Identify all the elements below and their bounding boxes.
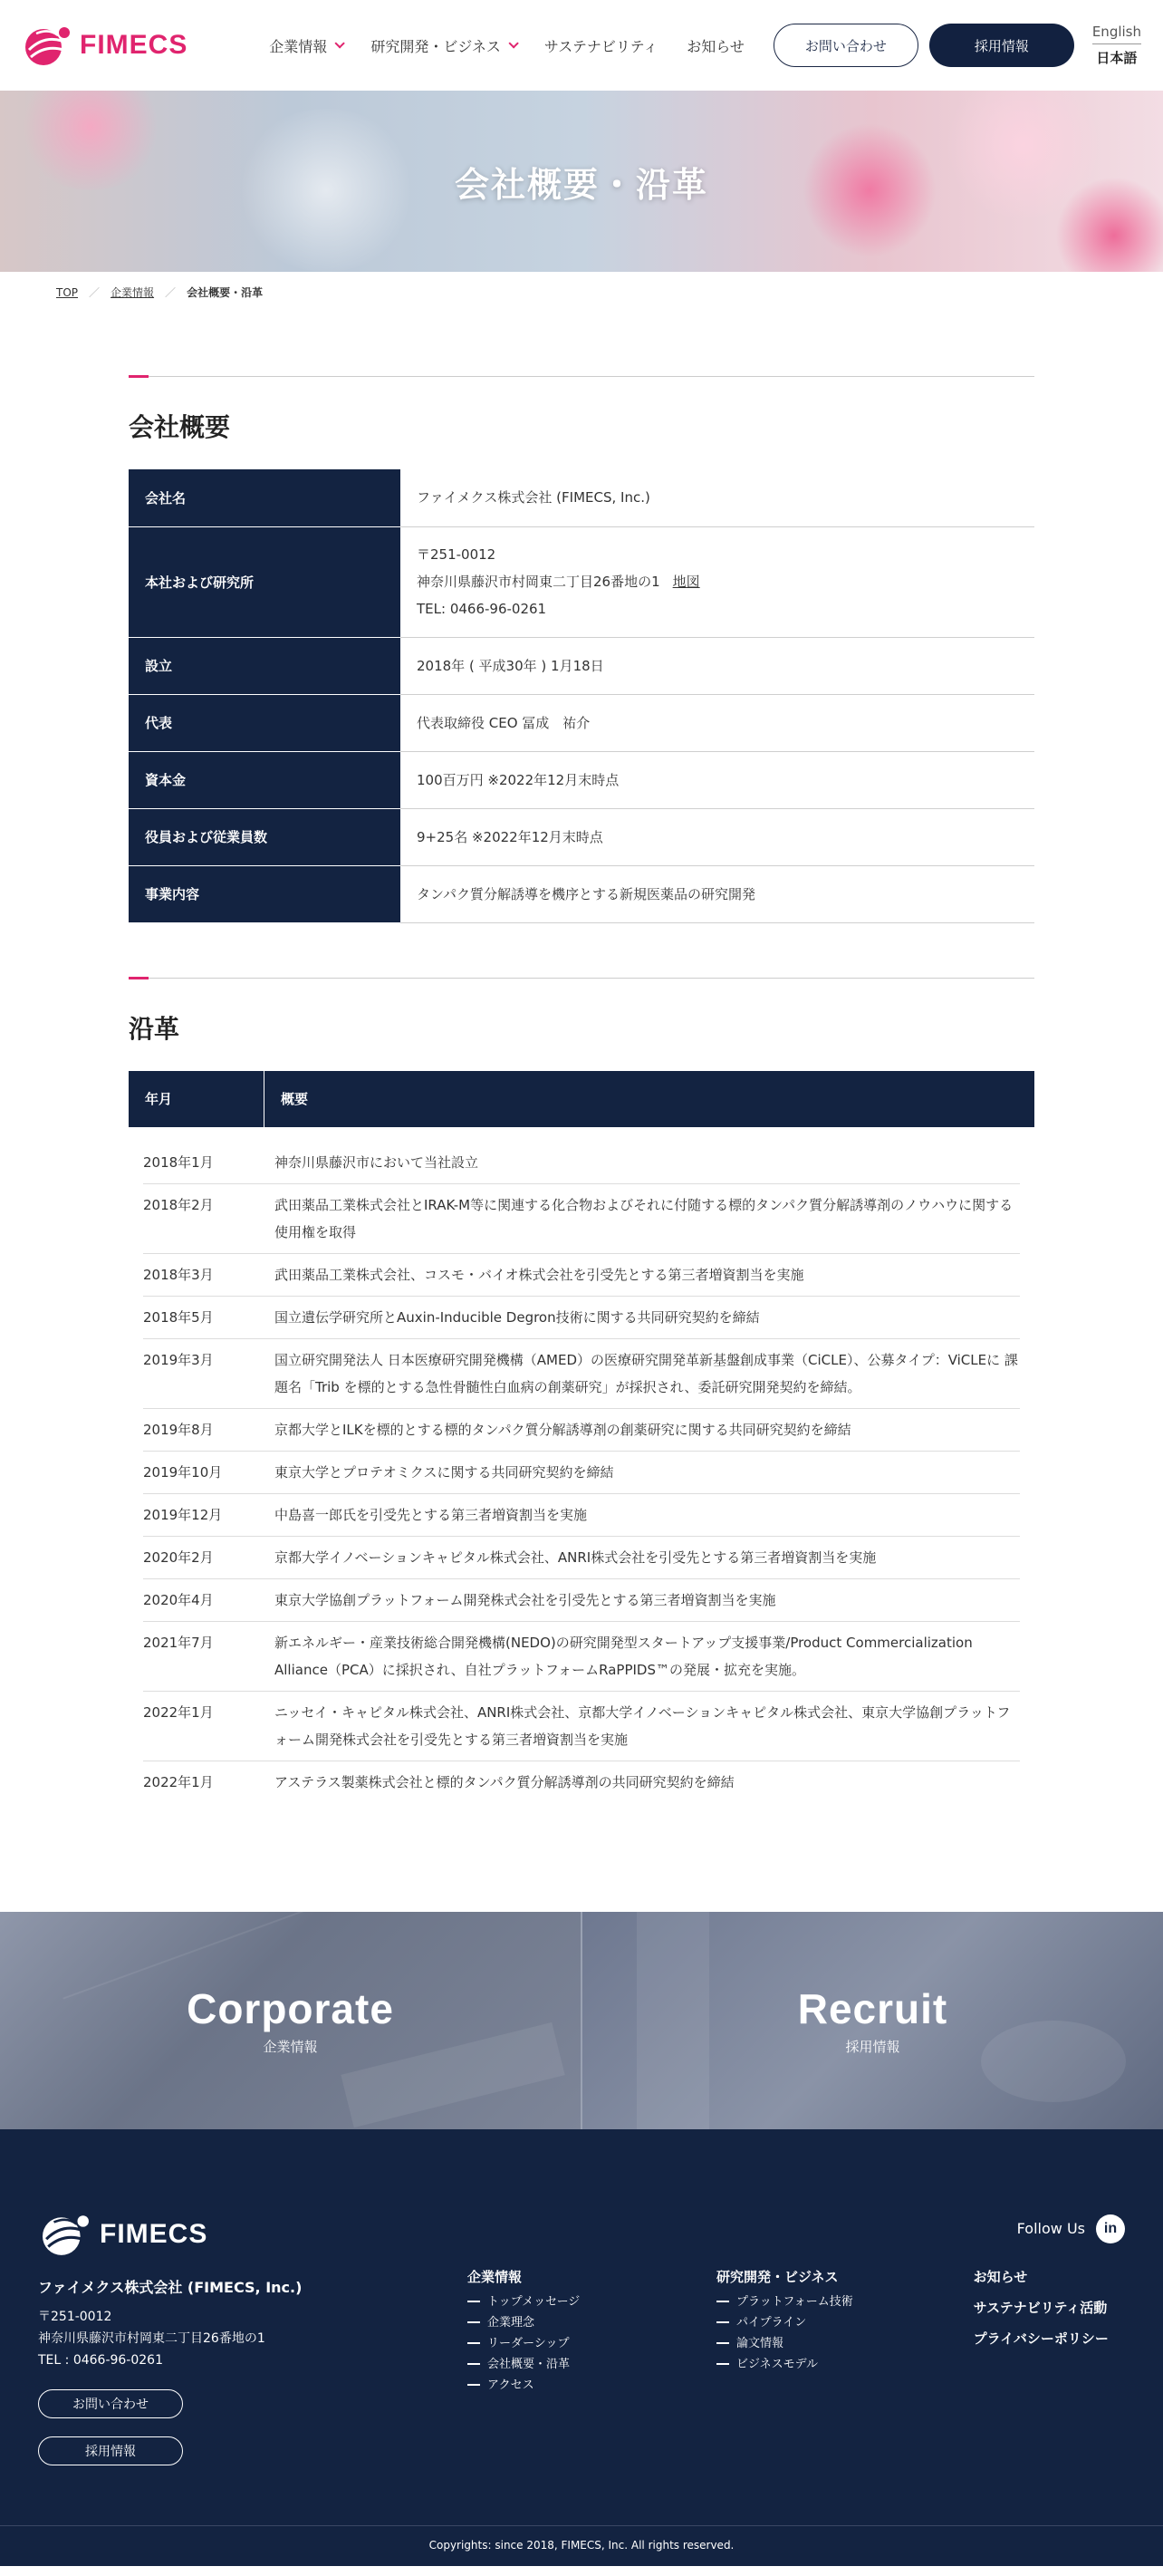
history-row [143,1494,1020,1537]
history-description: 武田薬品工業株式会社とIRAK-M等に関連する化合物およびそれに付随する標的タンパク質分解誘導剤のノウハウに関する使用権を取得 [274,1196,1014,1240]
fimecs-logo-icon [22,23,74,68]
history-year: 2022年1月 [143,1703,214,1721]
footer-address [38,2306,467,2371]
footer-link-label: 論文情報 [736,2336,784,2350]
history-description: ニッセイ・キャピタル株式会社、ANRI株式会社、京都大学イノベーションキャピタル株式会社、東京大学協創プラットフォーム開発株式会社を引受先とする第三者増資割当を実施 [274,1703,1011,1748]
row-label: 役員および従業員数 [129,808,400,865]
history-year: 2019年12月 [143,1506,223,1523]
footer-link[interactable] [467,2354,716,2375]
history-row [143,1537,1020,1579]
history-year: 2020年4月 [143,1591,214,1608]
column-header-description: 概要 [281,1091,309,1107]
table-row [129,526,1034,637]
table-row [129,751,1034,808]
footer-recruit-button[interactable]: 採用情報 [38,2436,183,2465]
lang-japanese[interactable]: 日本語 [1096,50,1138,66]
row-value: 2018年 ( 平成30年 ) 1月18日 [400,637,1034,694]
history-description: 国立遺伝学研究所とAuxin-Inducible Degron技術に関する共同研究契約を締結 [274,1308,760,1326]
company-profile-table [129,469,1034,923]
fimecs-logo-icon [38,2211,94,2258]
corporate-banner[interactable] [0,1912,582,2129]
main-nav [269,24,1141,67]
footer-column-title[interactable]: 企業情報 [467,2268,523,2285]
history-row [143,1339,1020,1409]
footer-link[interactable] [716,2333,966,2354]
breadcrumb [0,272,1163,313]
recruit-button[interactable]: 採用情報 [929,24,1074,67]
table-row [129,469,1034,526]
footer-link-label: パイプライン [736,2315,807,2330]
follow-us [1017,2214,1125,2243]
history-description: 国立研究開発法人 日本医療研究開発機構（AMED）の医療研究開発革新基盤創成事業（CiCLE）、公募タイプ：ViCLEに 課題名「Trib を標的とする急性骨髄性白血病の創薬研究」が採択され、委託研究開発契約を締結。 [274,1351,1018,1395]
breadcrumb-top[interactable]: TOP [56,285,79,299]
footer-link-label: プラットフォーム技術 [736,2294,853,2309]
history-year: 2022年1月 [143,1773,214,1790]
row-label: 資本金 [129,751,400,808]
history-year: 2018年1月 [143,1153,214,1171]
cherry-blossom-decoration [18,91,163,190]
row-value: 100百万円 ※2022年12月末時点 [400,751,1034,808]
footer-link[interactable] [716,2312,966,2333]
footer-link-label: 企業理念 [487,2315,535,2330]
history-row [143,1452,1020,1494]
breadcrumb-parent[interactable]: 企業情報 [111,286,155,299]
history-list [129,1127,1034,1803]
history-year: 2019年10月 [143,1463,223,1481]
address: 神奈川県藤沢市村岡東二丁目26番地の1 [417,574,660,590]
breadcrumb-separator: ／ [165,286,177,299]
footer-link-privacy[interactable]: プライバシーポリシー [973,2330,1109,2347]
row-value: 9+25名 ※2022年12月末時点 [400,808,1034,865]
banner-title: Recruit [797,1985,948,2032]
contact-button[interactable]: お問い合わせ [774,24,918,67]
cherry-blossom-decoration [797,118,942,263]
footer-top [38,2211,1125,2465]
map-link[interactable]: 地図 [672,574,700,590]
history-description: 武田薬品工業株式会社、コスモ・バイオ株式会社を引受先とする第三者増資割当を実施 [274,1266,804,1283]
history-description: 新エネルギー・産業技術総合開発機構(NEDO)の研究開発型スタートアップ支援事業/Product Commercialization Alliance（PCA）に採択され、自社プラットフォームRaPPIDS™の発展・拡充を実施。 [274,1634,973,1678]
banner-title: Corporate [187,1985,394,2032]
address-line [417,568,1018,595]
row-label: 会社名 [129,469,400,526]
nav-label: サステナビリティ [543,37,658,55]
chevron-down-icon [508,38,518,48]
history-description: 中島喜一郎氏を引受先とする第三者増資割当を実施 [274,1506,588,1523]
history-description: 東京大学とプロテオミクスに関する共同研究契約を締結 [274,1463,614,1481]
office-background-decoration [637,1912,709,2129]
copyright: Copyrights: since 2018, FIMECS, Inc. All rights reserved. [0,2525,1163,2566]
history-description: 東京大学協創プラットフォーム開発株式会社を引受先とする第三者増資割当を実施 [274,1591,776,1608]
footer-link-label: トップメッセージ [487,2294,581,2309]
cherry-blossom-decoration [235,109,417,272]
row-value [400,526,1034,637]
linkedin-icon[interactable]: in [1096,2214,1125,2243]
page-title: 会社概要・沿革 [454,164,708,205]
table-row [129,637,1034,694]
history-year: 2019年3月 [143,1351,214,1368]
history-description: 京都大学とILKを標的とする標的タンパク質分解誘導剤の創薬研究に関する共同研究契約を締結 [274,1421,851,1438]
footer-link[interactable] [467,2375,716,2396]
section-title: 会社概要 [129,412,231,442]
site-footer [0,2129,1163,2566]
dash-icon [716,2301,729,2302]
history-row [143,1579,1020,1622]
footer-contact-button[interactable]: お問い合わせ [38,2389,183,2418]
footer-link-news[interactable]: お知らせ [973,2268,1028,2285]
history-row [143,1622,1020,1692]
history-year: 2019年8月 [143,1421,214,1438]
chevron-down-icon [335,38,345,48]
footer-postal: 〒251-0012 [38,2309,112,2324]
row-value: 代表取締役 CEO 冨成 祐介 [400,694,1034,751]
dash-icon [467,2384,480,2386]
section-title: 沿革 [129,1013,180,1044]
history-year: 2018年3月 [143,1266,214,1283]
history-description: アステラス製薬株式会社と標的タンパク質分解誘導剤の共同研究契約を締結 [274,1773,735,1790]
row-label: 本社および研究所 [129,526,400,637]
chart-background-decoration [341,2021,564,2127]
history-year: 2020年2月 [143,1548,214,1566]
history-row [143,1761,1020,1803]
postal-code: 〒251-0012 [417,546,496,563]
dash-icon [467,2321,480,2323]
table-row [129,694,1034,751]
row-label: 事業内容 [129,865,400,922]
nav-item-news[interactable] [687,35,745,56]
row-label: 設立 [129,637,400,694]
history-description: 神奈川県藤沢市において当社設立 [274,1153,479,1171]
table-row [129,808,1034,865]
footer-company-name: ファイメクス株式会社 (FIMECS, Inc.) [38,2278,303,2296]
history-section [129,978,1034,1803]
follow-us-label: Follow Us [1016,2220,1085,2237]
footer-link[interactable] [716,2354,966,2375]
breadcrumb-current: 会社概要・沿革 [187,286,264,299]
history-row [143,1142,1020,1184]
site-header [0,0,1163,91]
banner-subtitle: 採用情報 [845,2039,900,2055]
footer-column-title[interactable]: 研究開発・ビジネス [716,2268,839,2285]
history-row [143,1297,1020,1339]
page-hero [0,91,1163,272]
footer-tel: TEL : 0466-96-0261 [38,2352,163,2368]
nav-label: 企業情報 [269,37,328,55]
company-profile-section [129,376,1034,923]
footer-nav-research [716,2211,966,2465]
footer-misc-links [974,2262,1109,2354]
page-banners [0,1912,1163,2129]
column-header-year: 年月 [129,1071,264,1127]
nav-label: 研究開発・ビジネス [370,37,501,55]
footer-logo[interactable] [38,2211,467,2258]
nav-item-sustainability[interactable] [544,35,658,56]
footer-nav-corporate [467,2211,716,2465]
language-switcher [1092,24,1141,67]
history-row [143,1184,1020,1254]
footer-link-sustainability[interactable]: サステナビリティ活動 [973,2299,1108,2316]
banner-subtitle: 企業情報 [263,2039,318,2055]
dash-icon [716,2363,729,2365]
footer-link[interactable] [467,2333,716,2354]
breadcrumb-separator: ／ [89,286,101,299]
footer-address-line: 神奈川県藤沢市村岡東二丁目26番地の1 [38,2330,265,2346]
history-year: 2018年2月 [143,1196,214,1213]
history-year: 2018年5月 [143,1308,214,1326]
lang-english[interactable]: English [1092,24,1141,44]
logo-text: FIMECS [80,30,188,60]
history-row [143,1692,1020,1761]
nav-item-corporate[interactable] [269,35,341,56]
footer-link-label: リーダーシップ [487,2336,570,2350]
footer-logo-text: FIMECS [100,2218,208,2249]
row-label: 代表 [129,694,400,751]
row-value: ファイメクス株式会社 (FIMECS, Inc.) [400,469,1034,526]
dash-icon [467,2342,480,2344]
footer-link-label: ビジネスモデル [736,2357,818,2371]
history-year: 2021年7月 [143,1634,214,1651]
footer-link[interactable] [716,2291,966,2312]
row-value: タンパク質分解誘導を機序とする新規医薬品の研究開発 [400,865,1034,922]
dash-icon [467,2363,480,2365]
footer-link-label: 会社概要・沿革 [487,2357,571,2371]
table-row [129,865,1034,922]
site-logo[interactable] [22,23,187,68]
footer-company-info [38,2211,467,2465]
nav-item-research[interactable] [370,35,515,56]
history-row [143,1409,1020,1452]
history-row [143,1254,1020,1297]
section-divider [129,978,1034,979]
history-description: 京都大学イノベーションキャピタル株式会社、ANRI株式会社を引受先とする第三者増資割当を実施 [274,1548,877,1566]
dash-icon [716,2342,729,2344]
nav-label: お知らせ [687,37,745,55]
footer-link[interactable] [467,2312,716,2333]
recruit-banner[interactable] [582,1912,1163,2129]
dash-icon [467,2301,480,2302]
telephone: TEL: 0466-96-0261 [417,601,547,617]
footer-link-label: アクセス [487,2378,534,2392]
footer-right [973,2211,1125,2465]
footer-link[interactable] [467,2291,716,2312]
office-background-decoration [981,2021,1126,2102]
history-table-header [129,1071,1034,1127]
section-divider [129,376,1034,377]
dash-icon [716,2321,729,2323]
